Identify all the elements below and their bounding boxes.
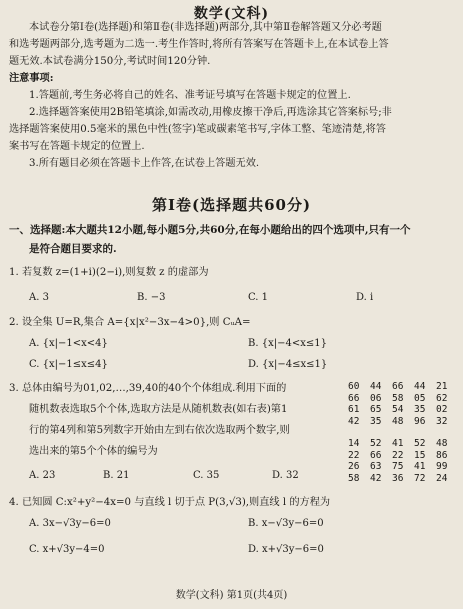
random-table-cell: 65	[370, 404, 382, 416]
random-table-cell: 06	[370, 392, 382, 404]
random-table-cell: 96	[414, 416, 426, 428]
intro-line-3: 题无效.本试卷满分150分,考试时间120分钟.	[9, 56, 211, 67]
question-1-option-c: C. 1	[248, 292, 269, 303]
random-table-cell: 54	[392, 404, 404, 416]
random-table-cell: 14	[348, 437, 360, 449]
random-table-cell: 52	[370, 437, 382, 449]
notes-title: 注意事项:	[9, 72, 54, 84]
random-table-cell: 22	[348, 449, 360, 461]
page-title: 数学(文科)	[193, 6, 270, 22]
random-table-cell: 75	[392, 461, 404, 473]
random-table-cell: 32	[436, 416, 448, 428]
random-table-cell: 99	[436, 461, 448, 473]
random-table-cell: 66	[348, 392, 360, 404]
random-table-cell: 58	[392, 392, 404, 404]
random-table-cell: 42	[370, 472, 382, 484]
question-3-stem-line-4: 选出来的第5个个体的编号为	[29, 446, 158, 457]
random-table-cell: 44	[370, 381, 382, 392]
random-table-cell: 21	[436, 381, 448, 392]
random-table-row	[348, 404, 458, 416]
question-4-option-a: A. 3x−√3y−6=0	[29, 518, 111, 529]
question-1-stem: 1. 若复数 z=(1+i)(2−i),则复数 z 的虚部为	[9, 267, 209, 278]
random-table-cell: 72	[414, 472, 426, 484]
random-table-cell: 26	[348, 461, 360, 473]
random-table-cell: 62	[436, 392, 448, 404]
question-1-option-d: D. i	[356, 292, 374, 303]
question-1-option-a: A. 3	[29, 292, 49, 303]
random-table-cell: 66	[370, 449, 382, 461]
section-title: 第Ⅰ卷(选择题共60分)	[151, 196, 312, 214]
random-table-row	[348, 438, 458, 450]
random-table-cell: 41	[414, 461, 426, 473]
notes-line-1: 1.答题前,考生务必将自己的姓名、准考证号填写在答题卡规定的位置上.	[29, 90, 351, 101]
random-table-cell: 63	[370, 461, 382, 473]
random-table-cell: 86	[436, 449, 448, 461]
random-table-cell: 02	[436, 404, 448, 416]
random-table-cell: 44	[414, 381, 426, 392]
random-table-cell: 42	[348, 416, 360, 428]
question-3-option-d: D. 32	[272, 470, 299, 481]
question-4-stem: 4. 已知圆 C:x²+y²−4x=0 与直线 l 切于点 P(3,√3),则直线 l 的方程为	[9, 497, 331, 508]
question-2-option-b: B. {x|−4<x≤1}	[248, 338, 327, 349]
random-table-row	[348, 416, 458, 428]
question-3-stem-line-1: 3. 总体由编号为01,02,…,39,40的40个个体组成.利用下面的	[9, 383, 287, 394]
question-2-stem: 2. 设全集 U=R,集合 A={x|x²−3x−4>0},则 CᵤA=	[9, 317, 251, 328]
instructions-line-1: 一、选择题:本大题共12小题,每小题5分,共60分,在每小题给出的四个选项中,只有一个	[9, 224, 411, 236]
random-table-cell: 35	[370, 416, 382, 428]
random-table-cell: 66	[392, 381, 404, 392]
random-table-cell: 05	[414, 392, 426, 404]
random-table-cell: 24	[436, 472, 448, 484]
question-1-option-b: B. −3	[137, 292, 166, 303]
random-table-cell: 41	[392, 437, 404, 449]
random-table-row	[348, 473, 458, 485]
random-table-cell: 35	[414, 404, 426, 416]
question-3-option-b: B. 21	[103, 470, 130, 481]
question-3-stem-line-2: 随机数表选取5个个体,选取方法是从随机数表(如右表)第1	[29, 404, 288, 415]
random-table-cell: 61	[348, 404, 360, 416]
random-table-cell: 58	[348, 472, 360, 484]
random-table-row	[348, 381, 458, 393]
random-table-cell: 52	[414, 437, 426, 449]
intro-line-1: 本试卷分第Ⅰ卷(选择题)和第Ⅱ卷(非选择题)两部分,其中第Ⅱ卷解答题又分必考题	[29, 22, 382, 33]
question-3-option-a: A. 23	[29, 470, 56, 481]
random-table-cell: 15	[414, 449, 426, 461]
question-4-option-c: C. x+√3y−4=0	[29, 544, 105, 555]
page-footer: 数学(文科) 第1页(共4页)	[175, 590, 288, 601]
notes-line-2: 2.选择题答案使用2B铅笔填涂,如需改动,用橡皮擦干净后,再选涂其它答案标号;非	[29, 107, 392, 118]
random-table-cell: 48	[436, 437, 448, 449]
random-table-row	[348, 393, 458, 405]
question-2-option-a: A. {x|−1<x<4}	[29, 338, 108, 349]
random-table-cell: 60	[348, 381, 360, 392]
random-table-cell: 36	[392, 472, 404, 484]
notes-line-3: 选择题答案使用0.5毫米的黑色中性(签字)笔或碳素笔书写,字体工整、笔迹清楚,将答	[9, 124, 386, 135]
notes-line-4: 案书写在答题卡规定的位置上.	[9, 141, 145, 152]
question-4-option-d: D. x+√3y−6=0	[248, 544, 324, 555]
notes-line-5: 3.所有题目必须在答题卡上作答,在试卷上答题无效.	[29, 158, 260, 169]
intro-line-2: 和选考题两部分,选考题为二选一.考生作答时,将所有答案写在答题卡上,在本试卷上答	[9, 39, 389, 50]
question-2-option-d: D. {x|−4≤x≤1}	[248, 359, 328, 370]
random-table-cell: 48	[392, 416, 404, 428]
question-3-option-c: C. 35	[193, 470, 220, 481]
question-4-option-b: B. x−√3y−6=0	[248, 518, 324, 529]
random-table-cell: 22	[392, 449, 404, 461]
random-table-row	[348, 450, 458, 462]
question-2-option-c: C. {x|−1≤x≤4}	[29, 359, 108, 370]
random-table-row	[348, 461, 458, 473]
question-3-stem-line-3: 行的第4列和第5列数字开始由左到右依次选取两个数字,则	[29, 425, 290, 436]
instructions-line-2: 是符合题目要求的.	[29, 243, 117, 255]
random-number-table	[348, 381, 458, 485]
